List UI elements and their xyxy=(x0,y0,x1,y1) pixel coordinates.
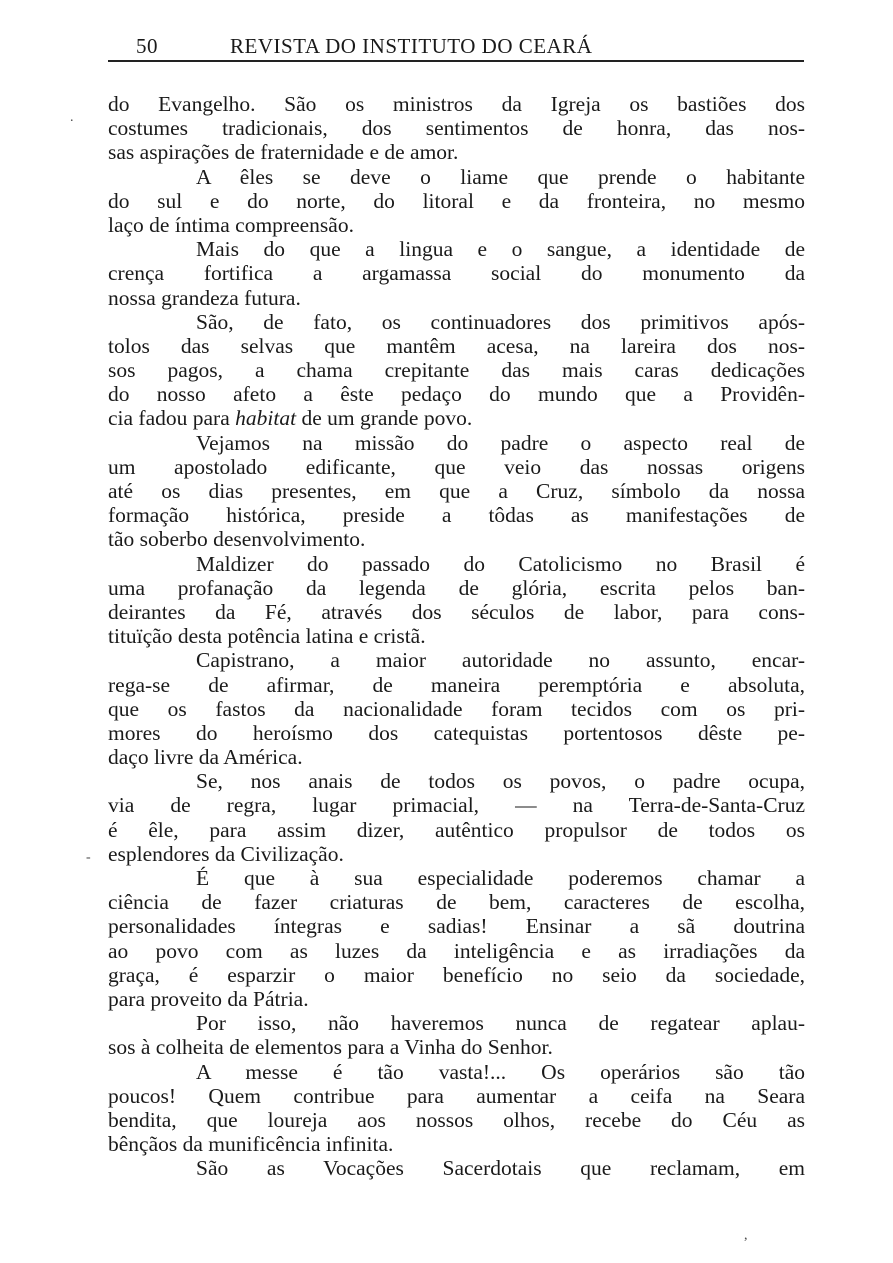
scan-speck: . xyxy=(70,110,74,125)
text-line: bênçãos da munificência infinita. xyxy=(108,1132,394,1157)
running-header xyxy=(108,34,804,62)
text-line: daço livre da América. xyxy=(108,745,303,770)
text-line: um apostolado edificante, que veio das nossas origens xyxy=(108,454,805,479)
text-line: São, de fato, os continuadores dos primitivos após- xyxy=(196,309,805,334)
text-line: Se, nos anais de todos os povos, o padre ocupa, xyxy=(196,769,805,794)
text-line: poucos! Quem contribue para aumentar a ceifa na Seara xyxy=(108,1083,805,1108)
text-line: tão soberbo desenvolvimento. xyxy=(108,527,366,552)
text-line: cia fadou para habitat de um grande povo. xyxy=(108,406,473,431)
text-line: São as Vocações Sacerdotais que reclamam, em xyxy=(196,1156,805,1181)
text-line: esplendores da Civilização. xyxy=(108,841,344,866)
text-line: ao povo com as luzes da inteligência e as irradiações da xyxy=(108,938,805,963)
text-line: É que à sua especialidade poderemos chamar a xyxy=(196,866,805,890)
text-line: até os dias presentes, em que a Cruz, símbolo da nossa xyxy=(108,479,805,503)
text-line: via de regra, lugar primacial, — na Terra-de-Santa-Cruz xyxy=(108,793,805,818)
text-line: uma profanação da legenda de glória, escrita pelos ban- xyxy=(108,575,805,600)
scan-speck: , xyxy=(744,1228,748,1243)
text-line: A êles se deve o liame que prende o habitante xyxy=(196,164,805,189)
text-line: sas aspirações de fraternidade e de amor. xyxy=(108,140,459,165)
text-line: sos à colheita de elementos para a Vinha do Senhor. xyxy=(108,1035,553,1060)
scan-speck: - xyxy=(86,850,91,865)
text-line: ciência de fazer criaturas de bem, caracteres de escolha, xyxy=(108,890,805,915)
body-text xyxy=(108,92,805,1180)
text-line: tituïção desta potência latina e cristã. xyxy=(108,624,426,649)
text-line: do nosso afeto a êste pedaço do mundo que a Providên- xyxy=(108,382,805,407)
page-number: 50 xyxy=(136,34,158,58)
text-line: mores do heroísmo dos catequistas portentosos dêste pe- xyxy=(108,720,805,745)
text-line: rega-se de afirmar, de maneira peremptória e absoluta, xyxy=(108,672,805,697)
text-line: para proveito da Pátria. xyxy=(108,986,309,1011)
text-line: graça, é esparzir o maior benefício no seio da sociedade, xyxy=(108,962,805,987)
text-line: formação histórica, preside a tôdas as manifestações de xyxy=(108,503,805,528)
text-line: Mais do que a lingua e o sangue, a identidade de xyxy=(196,237,805,262)
text-line: A messe é tão vasta!... Os operários são tão xyxy=(196,1059,805,1084)
text-line: é êle, para assim dizer, autêntico propulsor de todos os xyxy=(108,817,805,842)
text-line: personalidades íntegras e sadias! Ensinar a sã doutrina xyxy=(108,914,805,939)
text-line: Maldizer do passado do Catolicismo no Brasil é xyxy=(196,551,805,576)
text-line: bendita, que loureja aos nossos olhos, recebe do Céu as xyxy=(108,1107,805,1132)
text-line: costumes tradicionais, dos sentimentos de honra, das nos- xyxy=(108,116,805,141)
text-line: Capistrano, a maior autoridade no assunto, encar- xyxy=(196,648,805,673)
text-line: crença fortifica a argamassa social do monumento da xyxy=(108,261,805,286)
text-line: Vejamos na missão do padre o aspecto real de xyxy=(196,430,805,455)
text-line: tolos das selvas que mantêm acesa, na lareira dos nos- xyxy=(108,333,805,358)
journal-title: REVISTA DO INSTITUTO DO CEARÁ xyxy=(230,34,593,58)
text-line: que os fastos da nacionalidade foram tecidos com os pri- xyxy=(108,696,805,721)
text-line: nossa grandeza futura. xyxy=(108,285,301,310)
text-line: do Evangelho. São os ministros da Igreja os bastiões dos xyxy=(108,92,805,116)
text-line: deirantes da Fé, através dos séculos de labor, para cons- xyxy=(108,599,805,624)
text-line: laço de íntima compreensão. xyxy=(108,212,354,237)
text-line: do sul e do norte, do litoral e da fronteira, no mesmo xyxy=(108,188,805,213)
text-line: Por isso, não haveremos nunca de regatear aplau- xyxy=(196,1011,805,1036)
text-line: sos pagos, a chama crepitante das mais caras dedicações xyxy=(108,358,805,383)
